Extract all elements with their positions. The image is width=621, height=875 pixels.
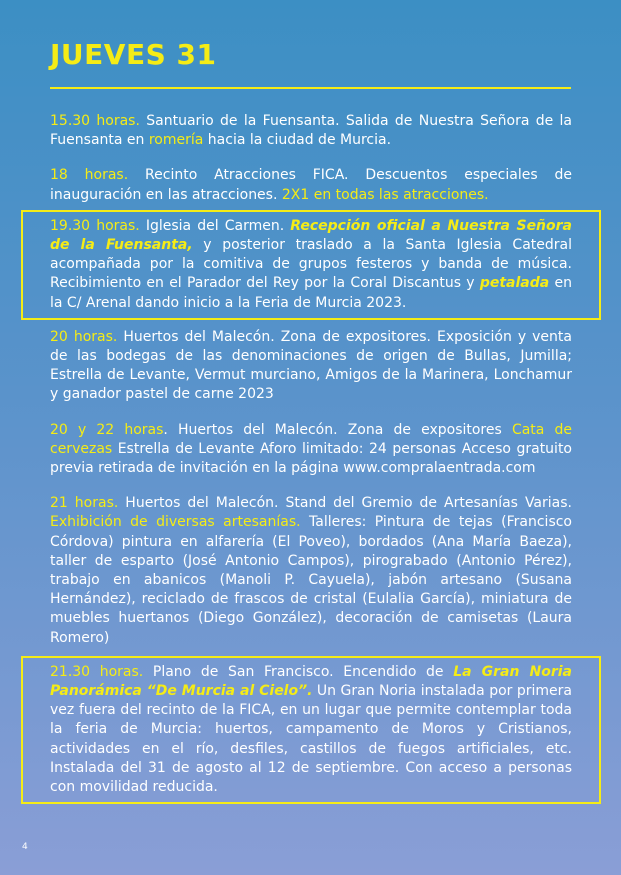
event-time: 20 horas.: [50, 328, 118, 345]
event-highlight: petalada: [479, 275, 550, 292]
event-highlight: 2X1 en todas las atracciones.: [281, 186, 489, 203]
event-item: [50, 421, 572, 479]
page-number: 4: [22, 842, 28, 852]
event-time: 15.30 horas.: [50, 113, 140, 129]
event-highlight: La Gran Noria Panorámica “De Murcia al Cielo”.: [50, 663, 573, 700]
event-text: Huertos del Malecón. Stand del Gremio de Artesanías Varias.: [118, 495, 572, 512]
event-text: hacia la ciudad de Murcia.: [203, 132, 392, 149]
event-text: Huertos del Malecón. Zona de expositores. Exposición y venta de las bodegas de las denominaciones de origen de Bullas, Jumilla; Estrella de Levante, Vermut murciano, Amigos de la Marinera, Lonchamur y ganador pastel de carne 2023: [50, 328, 572, 403]
event-item: [50, 328, 572, 405]
event-highlight: romería: [148, 132, 204, 149]
event-time: 21 horas.: [50, 495, 119, 512]
event-time: 21.30 horas.: [50, 663, 144, 680]
event-highlight: Cata de cervezas: [50, 421, 573, 457]
event-item: [50, 112, 572, 150]
event-item: [50, 494, 572, 648]
event-item-featured: [21, 656, 601, 804]
event-text: Plano de San Francisco. Encendido de: [143, 663, 454, 680]
title-divider: [50, 87, 571, 89]
page-title: JUEVES 31: [50, 38, 217, 71]
event-text: Estrella de Levante Aforo limitado: 24 personas Acceso gratuito previa retirada de invitación en la página www.compralaentrada.com: [50, 440, 572, 477]
event-highlight: Exhibición de diversas artesanías.: [50, 514, 301, 531]
events-list: [50, 112, 572, 804]
event-highlight: Recepción oficial a Nuestra Señora de la Fuensanta,: [50, 217, 572, 254]
event-text: Un Gran Noria instalada por primera vez fuera del recinto de la FICA, en un lugar que permite contemplar toda la feria de Murcia: huertos, campamento de Moros y Cristianos, actividades en el río, desfiles, castillos de fuegos artificiales, etc. Instalada del 31 de agosto al 12 de septiembre. Con acceso a personas con movilidad reducida.: [50, 683, 572, 796]
event-text: Recinto Atracciones FICA. Descuentos especiales de inauguración en las atracciones.: [50, 167, 572, 203]
event-text: y posterior traslado a la Santa Iglesia Catedral acompañada por la comitiva de grupos festeros y banda de música. Recibimiento en el Parador del Rey por la Coral Discantus y: [50, 237, 572, 292]
event-time: 20 y 22 horas: [50, 421, 164, 438]
event-time: 18 horas.: [50, 167, 129, 184]
event-text: Iglesia del Carmen.: [139, 217, 291, 234]
event-text: . Huertos del Malecón. Zona de expositores: [163, 421, 512, 438]
event-item: [50, 166, 572, 204]
event-text: Talleres: Pintura de tejas (Francisco Córdova) pintura en alfarería (El Poveo), bordados (Ana María Baeza), taller de esparto (José Antonio Campos), pirograbado (Antonio Pérez), trabajo en abanicos (Manoli P. Cayuela), jabón artesano (Susana Hernández), reciclado de frascos de cristal (Eulalia García), miniatura de muebles huertanos (Diego González), decoración de camisetas (Laura Romero): [50, 514, 572, 646]
event-text: Santuario de la Fuensanta. Salida de Nuestra Señora de la Fuensanta en: [50, 113, 573, 149]
event-time: 19.30 horas.: [50, 217, 140, 234]
event-item-featured: [21, 210, 601, 320]
event-text: en la C/ Arenal dando inicio a la Feria de Murcia 2023.: [50, 275, 572, 311]
